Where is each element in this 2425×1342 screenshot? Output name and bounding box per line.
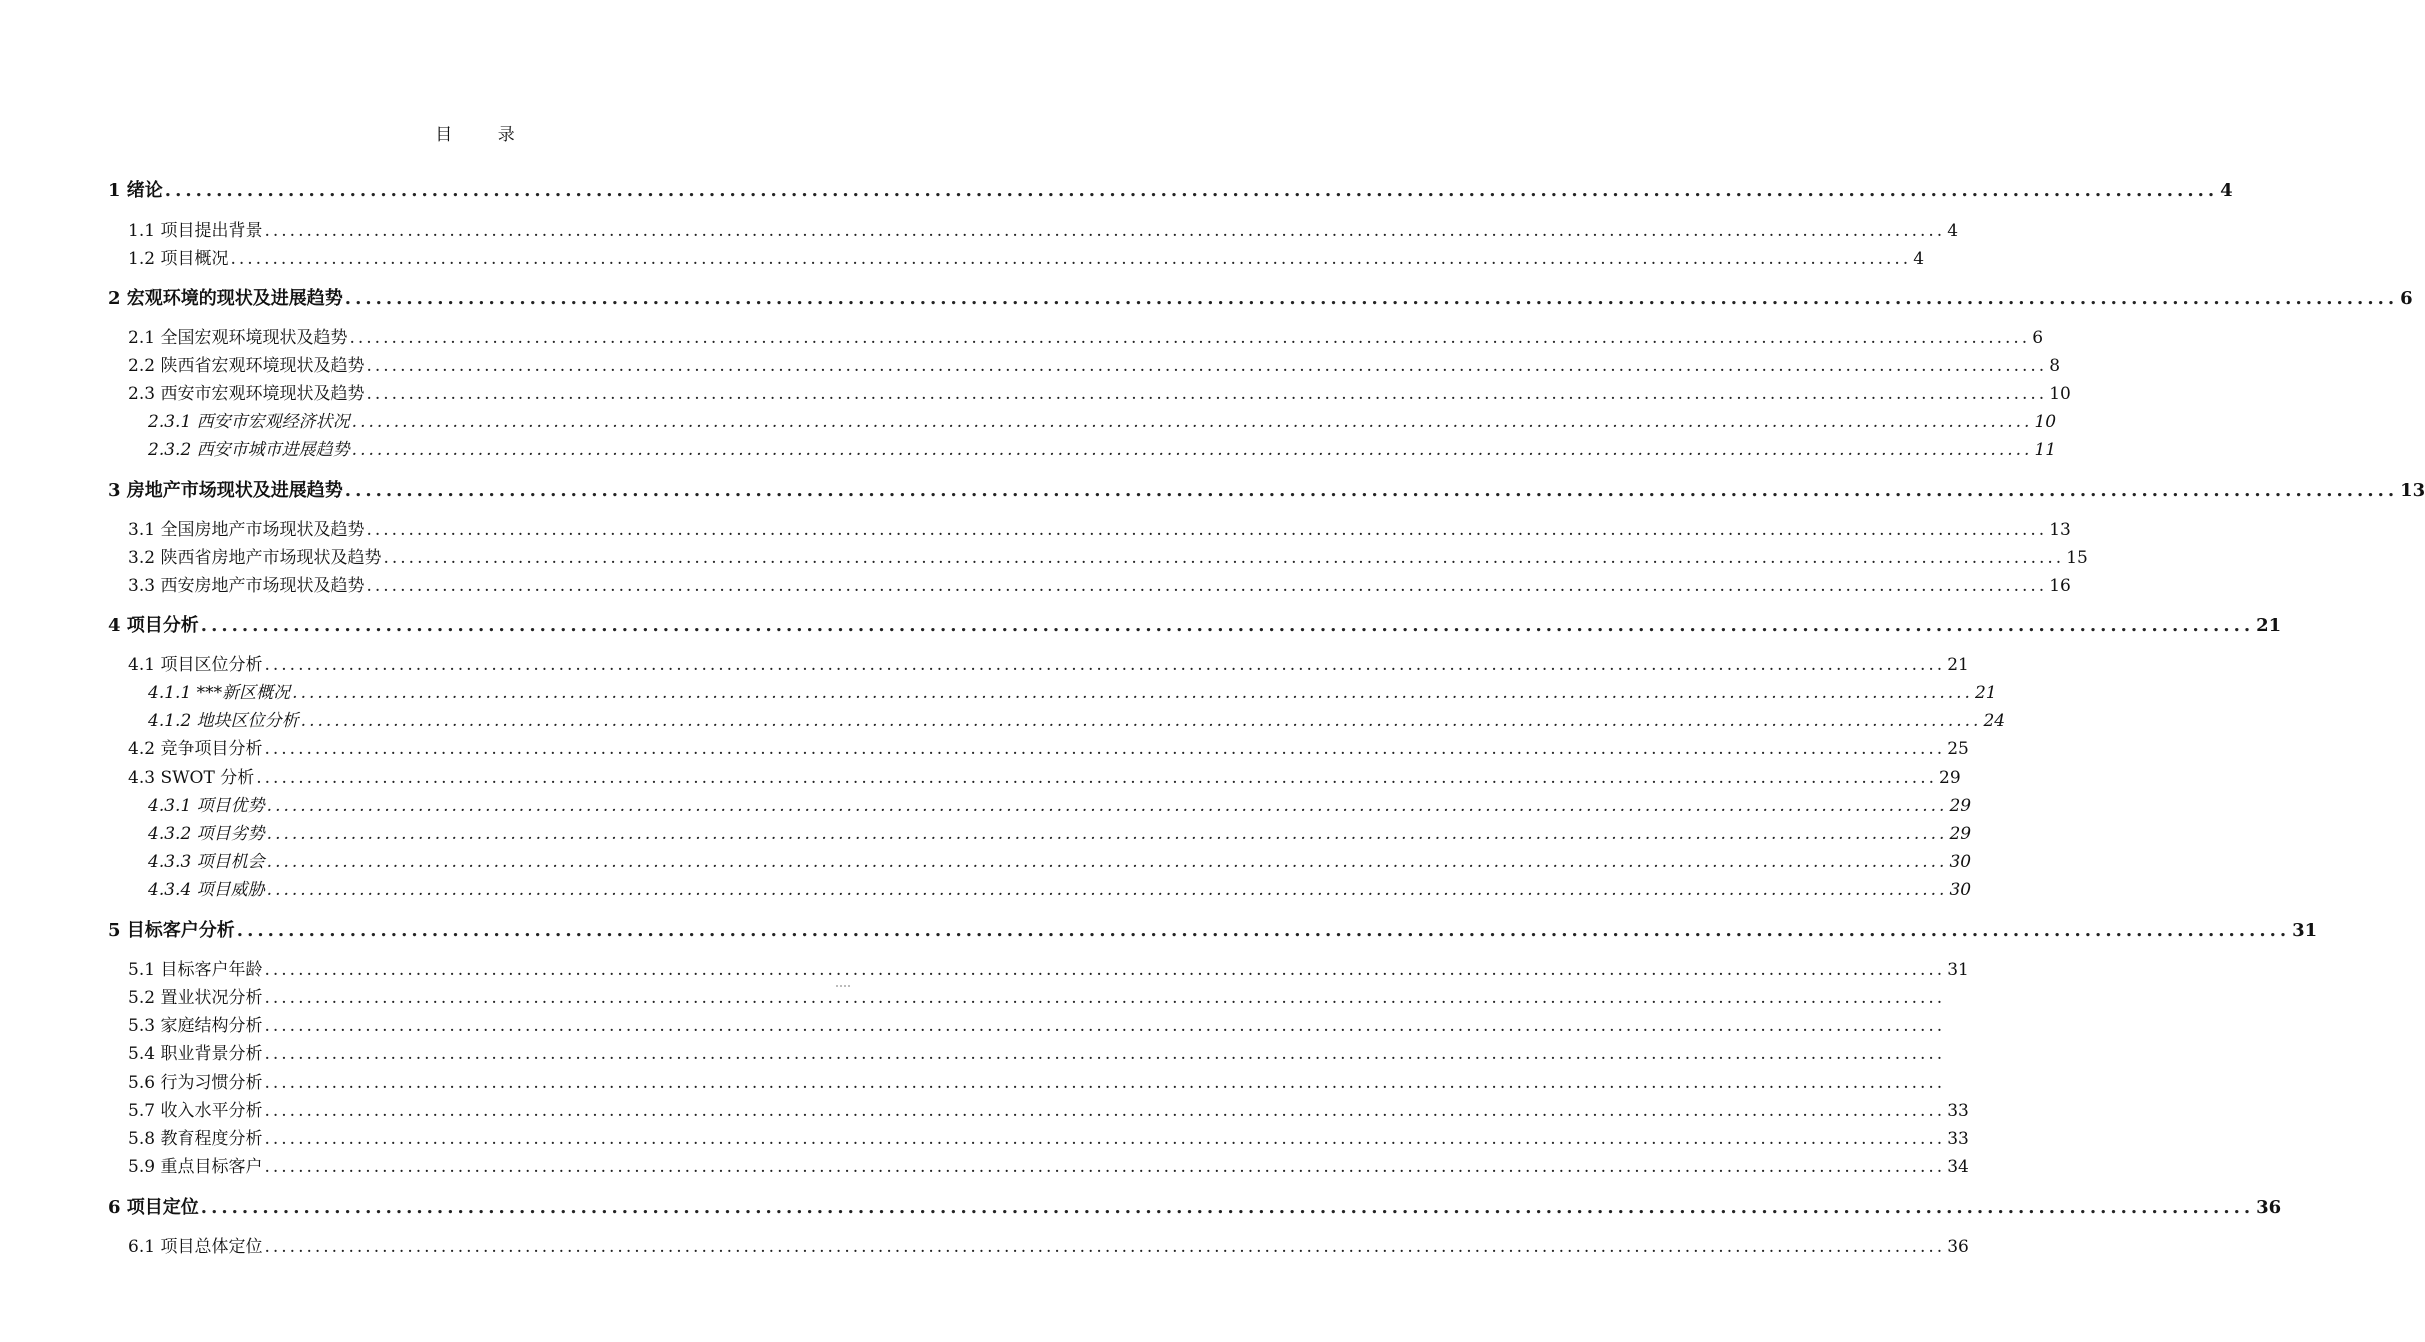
toc-entry-subsection[interactable] <box>148 678 1997 703</box>
toc-label: 1.1 项目提出背景 <box>128 221 263 241</box>
toc-entry-chapter[interactable] <box>108 476 2425 502</box>
toc-leader-dots: ........................................................................................................................................................................................................ <box>349 328 2031 348</box>
toc-entry-chapter[interactable] <box>108 176 2233 202</box>
toc-page-number: 13 <box>2049 520 2071 540</box>
toc-entry-section[interactable] <box>128 1152 1969 1177</box>
toc-label: 5.3 家庭结构分析 <box>128 1016 263 1036</box>
toc-page-number: 33 <box>1947 1101 1969 1121</box>
toc-label: 4.3.4 项目威胁 <box>148 880 265 900</box>
toc-page-number: 10 <box>2049 384 2071 404</box>
toc-entry-chapter[interactable] <box>108 284 2413 310</box>
toc-entry-section[interactable] <box>128 244 1925 269</box>
toc-label: 4.3.2 项目劣势 <box>148 824 265 844</box>
toc-page-number: 33 <box>1947 1129 1969 1149</box>
toc-leader-dots: ........................................................................................................................................................................................................ <box>266 796 1948 816</box>
toc-page-number: 11 <box>2034 440 2057 460</box>
toc-entry-section[interactable] <box>128 571 2071 596</box>
toc-page-number: 21 <box>1947 655 1969 675</box>
toc-label: 4.2 竞争项目分析 <box>128 739 263 759</box>
toc-label: 2.2 陕西省宏观环境现状及趋势 <box>128 356 365 376</box>
toc-entry-section[interactable] <box>128 543 2088 568</box>
toc-page-number: 30 <box>1949 852 1972 872</box>
toc-label: 4.1 项目区位分析 <box>128 655 263 675</box>
toc-leader-dots: ........................................................................................................................................................................................................ <box>366 576 2048 596</box>
toc-label: 1 绪论 <box>108 180 163 201</box>
toc-entry-chapter[interactable] <box>108 1193 2282 1219</box>
toc-entry-section[interactable] <box>128 1096 1969 1121</box>
toc-entry-section[interactable] <box>128 216 1959 241</box>
toc-page-number: 10 <box>2034 412 2057 432</box>
toc-leader-dots: ........................................................................................................................................................................................................ <box>383 548 2065 568</box>
toc-label: 3.1 全国房地产市场现状及趋势 <box>128 520 365 540</box>
toc-page-number: 31 <box>1947 960 1969 980</box>
toc-label: 2.3.1 西安市宏观经济状况 <box>148 412 350 432</box>
faint-mark <box>836 985 850 990</box>
toc-leader-dots: ........................................................................................................................................................................................................ <box>264 1101 1946 1121</box>
toc-page-number: 6 <box>2400 288 2413 309</box>
toc-page-number: 21 <box>2256 615 2282 636</box>
toc-leader-dots: ........................................................................................................................................................................................................ <box>266 852 1948 872</box>
toc-entry-chapter[interactable] <box>108 611 2282 637</box>
toc-leader-dots: ........................................................................................................................................................................................................ <box>264 1237 1946 1257</box>
toc-leader-dots: ........................................................................................................................................................................................................ <box>344 288 2399 309</box>
toc-leader-dots: ........................................................................................................................................................................................................ <box>292 683 1973 703</box>
toc-label: 5.9 重点目标客户 <box>128 1157 263 1177</box>
toc-leader-dots: ........................................................................................................................................................................................................ <box>366 356 2048 376</box>
toc-label: 5.7 收入水平分析 <box>128 1101 263 1121</box>
toc-page-number: 25 <box>1947 739 1969 759</box>
toc-page-number: 8 <box>2049 356 2061 376</box>
toc-label: 4 项目分析 <box>108 615 199 636</box>
toc-entry-section[interactable] <box>128 1039 1946 1064</box>
toc-label: 4.3.3 项目机会 <box>148 852 265 872</box>
toc-entry-subsection[interactable] <box>148 847 1972 872</box>
toc-label: 2.3 西安市宏观环境现状及趋势 <box>128 384 365 404</box>
toc-label: 3.2 陕西省房地产市场现状及趋势 <box>128 548 382 568</box>
toc-page-number: 15 <box>2066 548 2088 568</box>
toc-label: 3 房地产市场现状及进展趋势 <box>108 480 343 501</box>
toc-page-number: 29 <box>1939 768 1961 788</box>
toc-entry-section[interactable] <box>128 983 1946 1008</box>
toc-page-number: 16 <box>2049 576 2071 596</box>
toc-entry-section[interactable] <box>128 955 1969 980</box>
toc-leader-dots: ........................................................................................................................................................................................................ <box>264 1016 1946 1036</box>
toc-label: 4.1.2 地块区位分析 <box>148 711 299 731</box>
toc-entry-section[interactable] <box>128 379 2071 404</box>
toc-leader-dots: ........................................................................................................................................................................................................ <box>266 824 1948 844</box>
toc-label: 4.3.1 项目优势 <box>148 796 265 816</box>
toc-entry-subsection[interactable] <box>148 819 1972 844</box>
toc-leader-dots: ........................................................................................................................................................................................................ <box>351 412 2033 432</box>
toc-label: 6.1 项目总体定位 <box>128 1237 263 1257</box>
toc-leader-dots: ........................................................................................................................................................................................................ <box>236 920 2291 941</box>
toc-leader-dots: ........................................................................................................................................................................................................ <box>351 440 2033 460</box>
toc-leader-dots: ........................................................................................................................................................................................................ <box>230 249 1912 269</box>
toc-leader-dots: ........................................................................................................................................................................................................ <box>200 1197 2255 1218</box>
toc-page-number: 29 <box>1949 796 1972 816</box>
toc-entry-section[interactable] <box>128 1011 1946 1036</box>
toc-leader-dots: ........................................................................................................................................................................................................ <box>266 880 1948 900</box>
toc-entry-subsection[interactable] <box>148 407 2057 432</box>
toc-page-number: 6 <box>2032 328 2044 348</box>
toc-page-number: 36 <box>2256 1197 2282 1218</box>
toc-label: 4.1.1 ***新区概况 <box>148 683 291 703</box>
toc-leader-dots: ........................................................................................................................................................................................................ <box>366 384 2048 404</box>
toc-page-number: 29 <box>1949 824 1972 844</box>
toc-page-number: 36 <box>1947 1237 1969 1257</box>
toc-entry-section[interactable] <box>128 351 2061 376</box>
toc-leader-dots: ........................................................................................................................................................................................................ <box>264 1157 1946 1177</box>
toc-label: 4.3 SWOT 分析 <box>128 768 255 788</box>
toc-label: 5.1 目标客户年龄 <box>128 960 263 980</box>
toc-label: 1.2 项目概况 <box>128 249 229 269</box>
toc-page-number: 34 <box>1947 1157 1969 1177</box>
toc-label: 6 项目定位 <box>108 1197 199 1218</box>
toc-entry-subsection[interactable] <box>148 791 1972 816</box>
toc-entry-section[interactable] <box>128 650 1969 675</box>
toc-leader-dots: ........................................................................................................................................................................................................ <box>300 711 1982 731</box>
toc-leader-dots: ........................................................................................................................................................................................................ <box>264 1044 1946 1064</box>
toc-label: 5.2 置业状况分析 <box>128 988 263 1008</box>
toc-page-number: 4 <box>1913 249 1925 269</box>
toc-title: 目 录 <box>435 125 535 145</box>
toc-leader-dots: ........................................................................................................................................................................................................ <box>264 655 1946 675</box>
toc-label: 5.6 行为习惯分析 <box>128 1073 263 1093</box>
toc-label: 5.4 职业背景分析 <box>128 1044 263 1064</box>
toc-leader-dots: ........................................................................................................................................................................................................ <box>344 480 2399 501</box>
toc-label: 3.3 西安房地产市场现状及趋势 <box>128 576 365 596</box>
toc-label: 5 目标客户分析 <box>108 920 235 941</box>
toc-page-number: 4 <box>1947 221 1959 241</box>
toc-entry-section[interactable] <box>128 323 2044 348</box>
toc-leader-dots: ........................................................................................................................................................................................................ <box>164 180 2219 201</box>
toc-leader-dots: ........................................................................................................................................................................................................ <box>264 1129 1946 1149</box>
toc-page-number: 31 <box>2292 920 2318 941</box>
toc-label: 2.1 全国宏观环境现状及趋势 <box>128 328 348 348</box>
toc-entry-chapter[interactable] <box>108 916 2318 942</box>
toc-page-number: 21 <box>1974 683 1997 703</box>
toc-label: 2 宏观环境的现状及进展趋势 <box>108 288 343 309</box>
toc-leader-dots: ........................................................................................................................................................................................................ <box>366 520 2048 540</box>
toc-entry-section[interactable] <box>128 1232 1969 1257</box>
toc-entry-section[interactable] <box>128 763 1961 788</box>
toc-page-number: 24 <box>1983 711 2006 731</box>
toc-leader-dots: ........................................................................................................................................................................................................ <box>200 615 2255 636</box>
toc-entry-section[interactable] <box>128 1124 1969 1149</box>
toc-entry-section[interactable] <box>128 734 1969 759</box>
toc-leader-dots: ........................................................................................................................................................................................................ <box>264 221 1946 241</box>
toc-entry-subsection[interactable] <box>148 706 2006 731</box>
toc-label: 2.3.2 西安市城市进展趋势 <box>148 440 350 460</box>
toc-entry-section[interactable] <box>128 515 2071 540</box>
toc-leader-dots: ........................................................................................................................................................................................................ <box>264 988 1946 1008</box>
toc-entry-section[interactable] <box>128 1068 1946 1093</box>
toc-leader-dots: ........................................................................................................................................................................................................ <box>256 768 1938 788</box>
toc-leader-dots: ........................................................................................................................................................................................................ <box>264 739 1946 759</box>
toc-label: 5.8 教育程度分析 <box>128 1129 263 1149</box>
toc-entry-subsection[interactable] <box>148 875 1972 900</box>
toc-page-number: 4 <box>2220 180 2233 201</box>
toc-leader-dots: ........................................................................................................................................................................................................ <box>264 960 1946 980</box>
toc-page-number: 30 <box>1949 880 1972 900</box>
toc-entry-subsection[interactable] <box>148 435 2057 460</box>
toc-leader-dots: ........................................................................................................................................................................................................ <box>264 1073 1946 1093</box>
toc-page-number: 13 <box>2400 480 2425 501</box>
